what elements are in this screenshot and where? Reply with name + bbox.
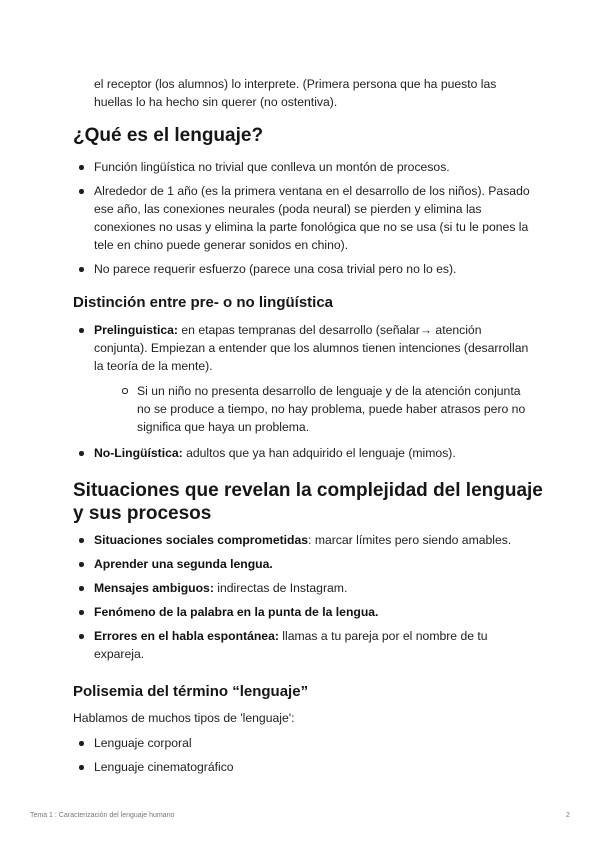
heading-situaciones: Situaciones que revelan la complejidad del lenguaje y sus procesos: [73, 480, 543, 524]
definition: : marcar límites pero siendo amables.: [308, 533, 512, 547]
definition: adultos que ya han adquirido el lenguaje (mimos).: [182, 446, 456, 460]
term: Mensajes ambiguos:: [94, 581, 214, 595]
list-polisemia: [73, 734, 533, 776]
definition: en etapas tempranas del desarrollo (señalar→ atención conjunta). Empiezan a entender que los alumnos tienen intenciones (desarrollan la teoría de la mente).: [94, 323, 529, 373]
list-situaciones: [73, 531, 533, 663]
list-item: [73, 531, 533, 549]
list-item: Función lingüística no trivial que conlleva un montón de procesos.: [73, 158, 533, 176]
term: Aprender una segunda lengua.: [94, 557, 273, 571]
list-item: [73, 603, 533, 621]
term: Situaciones sociales comprometidas: [94, 533, 309, 547]
list-item: Alrededor de 1 año (es la primera ventana en el desarrollo de los niños). Pasado ese año, las conexiones neurales (poda neural) se pierden y elimina las conexiones no usas y elimina la parte fonológica que no se usa (si tu le pones la tele en chino puede generar sonidos en chino).: [73, 182, 533, 254]
term: No-Lingüística:: [94, 446, 183, 460]
list-item: [73, 627, 533, 663]
definition: llamas a tu pareja por el nombre de tu expareja.: [94, 629, 488, 661]
continuation-text: el receptor (los alumnos) lo interprete. (Primera persona que ha puesto las huellas lo ha hecho sin querer (no ostentiva).: [94, 77, 497, 109]
term: Prelinguistica:: [94, 323, 178, 337]
heading-polisemia: Polisemia del término “lenguaje”: [73, 683, 309, 700]
term: Errores en el habla espontánea:: [94, 629, 279, 643]
list-item: Lenguaje cinematográfico: [73, 758, 533, 776]
list-item: [73, 555, 533, 573]
sub-list: [94, 382, 533, 436]
list-distincion: [73, 321, 533, 462]
sub-list-item: Si un niño no presenta desarrollo de lenguaje y de la atención conjunta no se produce a tiempo, no hay problema, puede haber atrasos pero no significa que haya un problema.: [116, 382, 533, 436]
heading-distincion: Distinción entre pre- o no lingüística: [73, 294, 334, 311]
polisemia-intro: Hablamos de muchos tipos de 'lenguaje':: [73, 711, 295, 725]
footer-title: Tema 1 : Caracterización del lenguaje humano: [30, 812, 175, 819]
page-number: 2: [566, 812, 570, 819]
list-item: No parece requerir esfuerzo (parece una cosa trivial pero no lo es).: [73, 260, 533, 278]
list-item: Lenguaje corporal: [73, 734, 533, 752]
term: Fenómeno de la palabra en la punta de la lengua.: [94, 605, 379, 619]
heading-que-es-el-lenguaje: ¿Qué es el lenguaje?: [73, 125, 264, 146]
list-que-es: [73, 158, 533, 278]
definition: indirectas de Instagram.: [213, 581, 348, 595]
list-item-no-linguistica: [73, 444, 533, 462]
list-item-prelinguistica: [73, 321, 533, 436]
list-item: [73, 579, 533, 597]
